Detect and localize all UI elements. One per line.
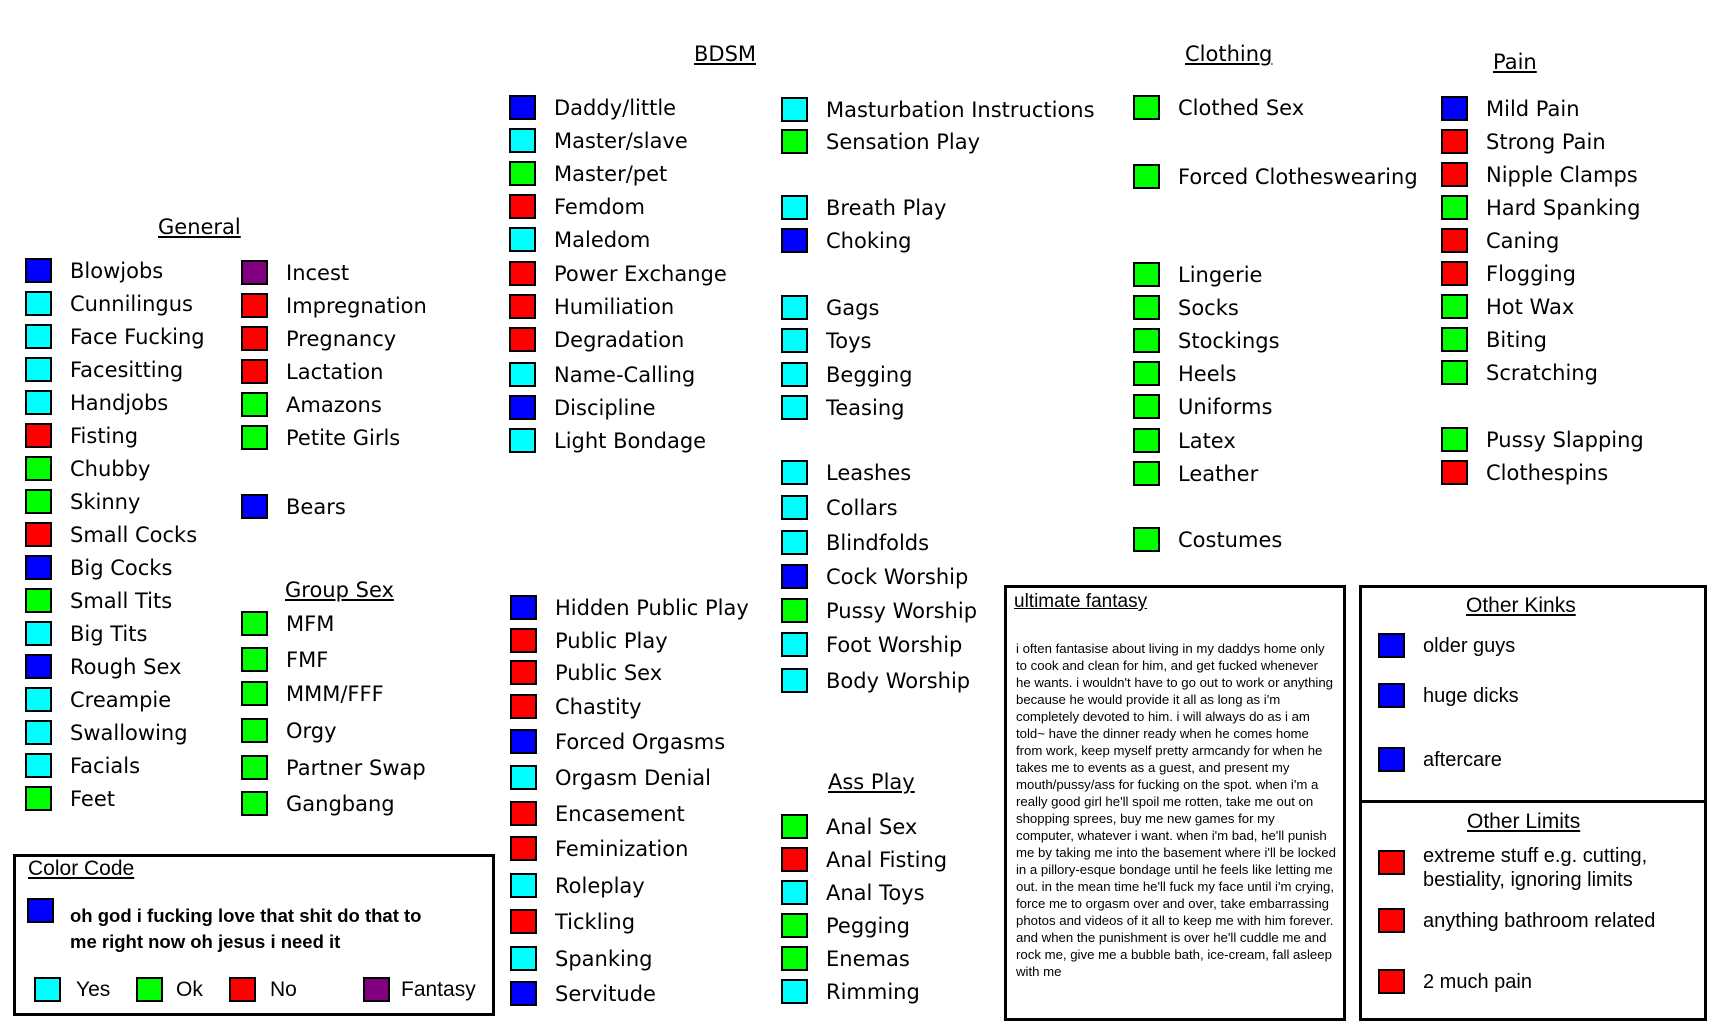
item-label: Hard Spanking [1486, 196, 1641, 220]
rating-swatch [1378, 908, 1405, 933]
item-label: Biting [1486, 328, 1547, 352]
rating-swatch [1378, 850, 1405, 875]
rating-swatch [1133, 328, 1160, 353]
general-heading: General [158, 215, 241, 239]
rating-swatch [241, 791, 268, 816]
item-label: Master/slave [554, 129, 688, 153]
item-label: anything bathroom related [1423, 910, 1656, 932]
rating-swatch [509, 362, 536, 387]
rating-swatch [241, 260, 268, 285]
item-label: Chubby [70, 457, 151, 481]
rating-swatch [781, 195, 808, 220]
rating-swatch [241, 293, 268, 318]
rating-swatch [1441, 96, 1468, 121]
item-label: Forced Clotheswearing [1178, 165, 1418, 189]
rating-swatch [1133, 164, 1160, 189]
rating-swatch [781, 460, 808, 485]
rating-swatch [241, 647, 268, 672]
item-label: Choking [826, 229, 912, 253]
legend-fantasy-label: Fantasy [401, 978, 476, 1001]
item-label: Pegging [826, 914, 910, 938]
item-label: Tickling [555, 910, 636, 934]
rating-swatch [781, 913, 808, 938]
ass-play-heading: Ass Play [828, 770, 915, 794]
rating-swatch [781, 814, 808, 839]
rating-swatch [1133, 527, 1160, 552]
rating-swatch [781, 495, 808, 520]
item-label: Rimming [826, 980, 920, 1004]
item-label: Blindfolds [826, 531, 930, 555]
rating-swatch [25, 423, 52, 448]
item-label: MFM [286, 612, 335, 636]
item-label: Caning [1486, 229, 1560, 253]
item-label: Clothespins [1486, 461, 1609, 485]
item-label: Socks [1178, 296, 1239, 320]
item-label: Small Cocks [70, 523, 198, 547]
item-label: Daddy/little [554, 96, 677, 120]
item-label: Public Sex [555, 661, 663, 685]
item-label: Master/pet [554, 162, 668, 186]
rating-swatch [1133, 461, 1160, 486]
item-label: Gangbang [286, 792, 395, 816]
item-label: Latex [1178, 429, 1236, 453]
rating-swatch [1378, 747, 1405, 772]
item-label: Nipple Clamps [1486, 163, 1638, 187]
item-label: Rough Sex [70, 655, 182, 679]
pain-heading: Pain [1493, 50, 1537, 74]
rating-swatch [1441, 327, 1468, 352]
rating-swatch [781, 880, 808, 905]
item-label: Teasing [826, 396, 905, 420]
item-label: Strong Pain [1486, 130, 1606, 154]
item-label: Gags [826, 296, 880, 320]
item-label: Feminization [555, 837, 689, 861]
item-label: Name-Calling [554, 363, 696, 387]
rating-swatch [781, 979, 808, 1004]
ultimate-fantasy-text: i often fantasise about living in my daddys home only to cook and clean for him, and get fucked whenever he wants. i wouldn't have to go out to work or anything because he would provide it all as long as i'm completely devoted to him. i will always do as i am told~ have the dinner ready when he comes home from work, keep myself pretty armcandy for when he takes me to events as a guest, and present my mouth/pussy/ass for fucking on the spot. when i'm a really good girl he'll spoil me rotten, take me out on shopping sprees, buy me new games for my computer, whatever i want. when i'm bad, he'll punish me by taking me into the basement where i'll be locked in a pillory-esque bondage until he feels like letting me out. in the mean time he'll fuck my face until i'm crying, force me to orgasm over and over, take embarrassing photos and videos of it all to keep me with him forever. and when the punishment is over he'll cuddle me and rock me, give me a bubble bath, ice-cream, fall asleep with me [1016, 641, 1336, 979]
rating-swatch [781, 395, 808, 420]
item-label: Impregnation [286, 294, 427, 318]
item-label: Foot Worship [826, 633, 963, 657]
item-label: Enemas [826, 947, 910, 971]
rating-swatch [510, 801, 537, 826]
rating-swatch [510, 909, 537, 934]
rating-swatch [1133, 262, 1160, 287]
item-label: extreme stuff e.g. cutting, bestiality, ignoring limits [1423, 845, 1648, 891]
rating-swatch [509, 128, 536, 153]
rating-swatch [781, 362, 808, 387]
item-label: Cunnilingus [70, 292, 193, 316]
rating-swatch [241, 359, 268, 384]
rating-swatch [781, 598, 808, 623]
clothing-heading: Clothing [1185, 42, 1273, 66]
item-label: Face Fucking [70, 325, 205, 349]
item-label: Bears [286, 495, 346, 519]
rating-swatch [25, 258, 52, 283]
rating-swatch [509, 95, 536, 120]
item-label: Facials [70, 754, 141, 778]
legend-fantasy-swatch [363, 977, 390, 1002]
rating-swatch [781, 129, 808, 154]
rating-swatch [1133, 95, 1160, 120]
item-label: Stockings [1178, 329, 1280, 353]
item-label: Servitude [555, 982, 656, 1006]
rating-swatch [241, 718, 268, 743]
rating-swatch [509, 327, 536, 352]
legend-blue-swatch [27, 898, 54, 923]
rating-swatch [1378, 683, 1405, 708]
item-label: Incest [286, 261, 350, 285]
item-label: Anal Toys [826, 881, 925, 905]
item-label: Leather [1178, 462, 1259, 486]
item-label: Orgy [286, 719, 337, 743]
legend-ok-swatch [136, 977, 163, 1002]
rating-swatch [1441, 195, 1468, 220]
rating-swatch [509, 395, 536, 420]
item-label: Cock Worship [826, 565, 969, 589]
other-limits-heading: Other Limits [1467, 810, 1581, 833]
other-kinks-heading: Other Kinks [1466, 594, 1576, 617]
item-label: Big Tits [70, 622, 148, 646]
rating-swatch [510, 729, 537, 754]
rating-swatch [1441, 129, 1468, 154]
item-label: Pussy Worship [826, 599, 978, 623]
rating-swatch [781, 668, 808, 693]
bdsm-heading: BDSM [694, 42, 757, 66]
rating-swatch [1441, 294, 1468, 319]
item-label: Clothed Sex [1178, 96, 1305, 120]
item-label: Masturbation Instructions [826, 98, 1095, 122]
item-label: Small Tits [70, 589, 173, 613]
item-label: Skinny [70, 490, 141, 514]
rating-swatch [509, 161, 536, 186]
rating-swatch [1441, 427, 1468, 452]
item-label: aftercare [1423, 749, 1502, 771]
rating-swatch [241, 494, 268, 519]
item-label: Lactation [286, 360, 384, 384]
rating-swatch [1441, 360, 1468, 385]
item-label: Light Bondage [554, 429, 707, 453]
legend-yes-swatch [34, 977, 61, 1002]
rating-swatch [510, 946, 537, 971]
rating-swatch [510, 694, 537, 719]
rating-swatch [1441, 228, 1468, 253]
item-label: Swallowing [70, 721, 188, 745]
rating-swatch [1133, 428, 1160, 453]
item-label: Scratching [1486, 361, 1598, 385]
rating-swatch [25, 588, 52, 613]
item-label: Encasement [555, 802, 685, 826]
item-label: 2 much pain [1423, 971, 1532, 993]
item-label: Creampie [70, 688, 172, 712]
rating-swatch [25, 456, 52, 481]
rating-swatch [509, 194, 536, 219]
item-label: Blowjobs [70, 259, 164, 283]
item-label: Collars [826, 496, 898, 520]
legend-ok-label: Ok [176, 978, 203, 1001]
item-label: Big Cocks [70, 556, 173, 580]
legend-blue-text: oh god i fucking love that shit do that to me right now oh jesus i need it [70, 905, 422, 952]
rating-swatch [781, 564, 808, 589]
rating-swatch [781, 530, 808, 555]
item-label: Breath Play [826, 196, 947, 220]
legend-no-swatch [229, 977, 256, 1002]
rating-swatch [25, 522, 52, 547]
rating-swatch [25, 621, 52, 646]
rating-swatch [509, 428, 536, 453]
rating-swatch [509, 261, 536, 286]
item-label: Lingerie [1178, 263, 1263, 287]
item-label: Hot Wax [1486, 295, 1575, 319]
item-label: Femdom [554, 195, 645, 219]
ultimate-fantasy-heading: ultimate fantasy [1014, 591, 1148, 612]
item-label: Anal Sex [826, 815, 918, 839]
item-label: Begging [826, 363, 913, 387]
item-label: Facesitting [70, 358, 184, 382]
item-label: Feet [70, 787, 116, 811]
item-label: MMM/FFF [286, 682, 384, 706]
rating-swatch [510, 765, 537, 790]
item-label: Spanking [555, 947, 653, 971]
rating-swatch [25, 324, 52, 349]
rating-swatch [25, 720, 52, 745]
rating-swatch [1378, 633, 1405, 658]
rating-swatch [25, 555, 52, 580]
item-label: Discipline [554, 396, 656, 420]
item-label: Costumes [1178, 528, 1283, 552]
item-label: Leashes [826, 461, 912, 485]
rating-swatch [1441, 261, 1468, 286]
legend-no-label: No [270, 978, 297, 1001]
item-label: Amazons [286, 393, 382, 417]
item-label: Roleplay [555, 874, 645, 898]
item-label: Petite Girls [286, 426, 401, 450]
rating-swatch [25, 687, 52, 712]
item-label: Anal Fisting [826, 848, 948, 872]
item-label: Pussy Slapping [1486, 428, 1644, 452]
rating-swatch [1441, 460, 1468, 485]
rating-swatch [241, 392, 268, 417]
rating-swatch [25, 654, 52, 679]
item-label: Public Play [555, 629, 668, 653]
item-label: Body Worship [826, 669, 971, 693]
rating-swatch [1133, 295, 1160, 320]
rating-swatch [25, 291, 52, 316]
item-label: Mild Pain [1486, 97, 1580, 121]
item-label: Humiliation [554, 295, 675, 319]
item-label: Forced Orgasms [555, 730, 726, 754]
item-label: Power Exchange [554, 262, 727, 286]
rating-swatch [510, 595, 537, 620]
color-code-heading: Color Code [28, 857, 135, 880]
rating-swatch [25, 753, 52, 778]
item-label: Degradation [554, 328, 685, 352]
rating-swatch [509, 294, 536, 319]
rating-swatch [781, 97, 808, 122]
item-label: Maledom [554, 228, 651, 252]
rating-swatch [25, 786, 52, 811]
rating-swatch [510, 660, 537, 685]
rating-swatch [1133, 394, 1160, 419]
item-label: Partner Swap [286, 756, 426, 780]
group-sex-heading: Group Sex [285, 578, 394, 602]
item-label: Hidden Public Play [555, 596, 749, 620]
rating-swatch [1133, 361, 1160, 386]
rating-swatch [781, 946, 808, 971]
rating-swatch [241, 425, 268, 450]
rating-swatch [510, 836, 537, 861]
legend-yes-label: Yes [76, 978, 111, 1001]
rating-swatch [510, 873, 537, 898]
rating-swatch [781, 295, 808, 320]
item-label: Pregnancy [286, 327, 397, 351]
rating-swatch [781, 328, 808, 353]
item-label: Toys [826, 329, 872, 353]
rating-swatch [241, 681, 268, 706]
item-label: Orgasm Denial [555, 766, 712, 790]
rating-swatch [241, 611, 268, 636]
item-label: huge dicks [1423, 685, 1519, 707]
rating-swatch [1378, 969, 1405, 994]
rating-swatch [1441, 162, 1468, 187]
item-label: Sensation Play [826, 130, 981, 154]
rating-swatch [781, 847, 808, 872]
rating-swatch [241, 755, 268, 780]
item-label: FMF [286, 648, 329, 672]
rating-swatch [781, 632, 808, 657]
rating-swatch [25, 390, 52, 415]
rating-swatch [241, 326, 268, 351]
rating-swatch [25, 489, 52, 514]
item-label: Handjobs [70, 391, 169, 415]
item-label: older guys [1423, 635, 1516, 657]
rating-swatch [510, 981, 537, 1006]
rating-swatch [781, 228, 808, 253]
item-label: Uniforms [1178, 395, 1273, 419]
item-label: Flogging [1486, 262, 1576, 286]
item-label: Fisting [70, 424, 139, 448]
rating-swatch [509, 227, 536, 252]
rating-swatch [510, 628, 537, 653]
rating-swatch [25, 357, 52, 382]
item-label: Chastity [555, 695, 642, 719]
item-label: Heels [1178, 362, 1237, 386]
